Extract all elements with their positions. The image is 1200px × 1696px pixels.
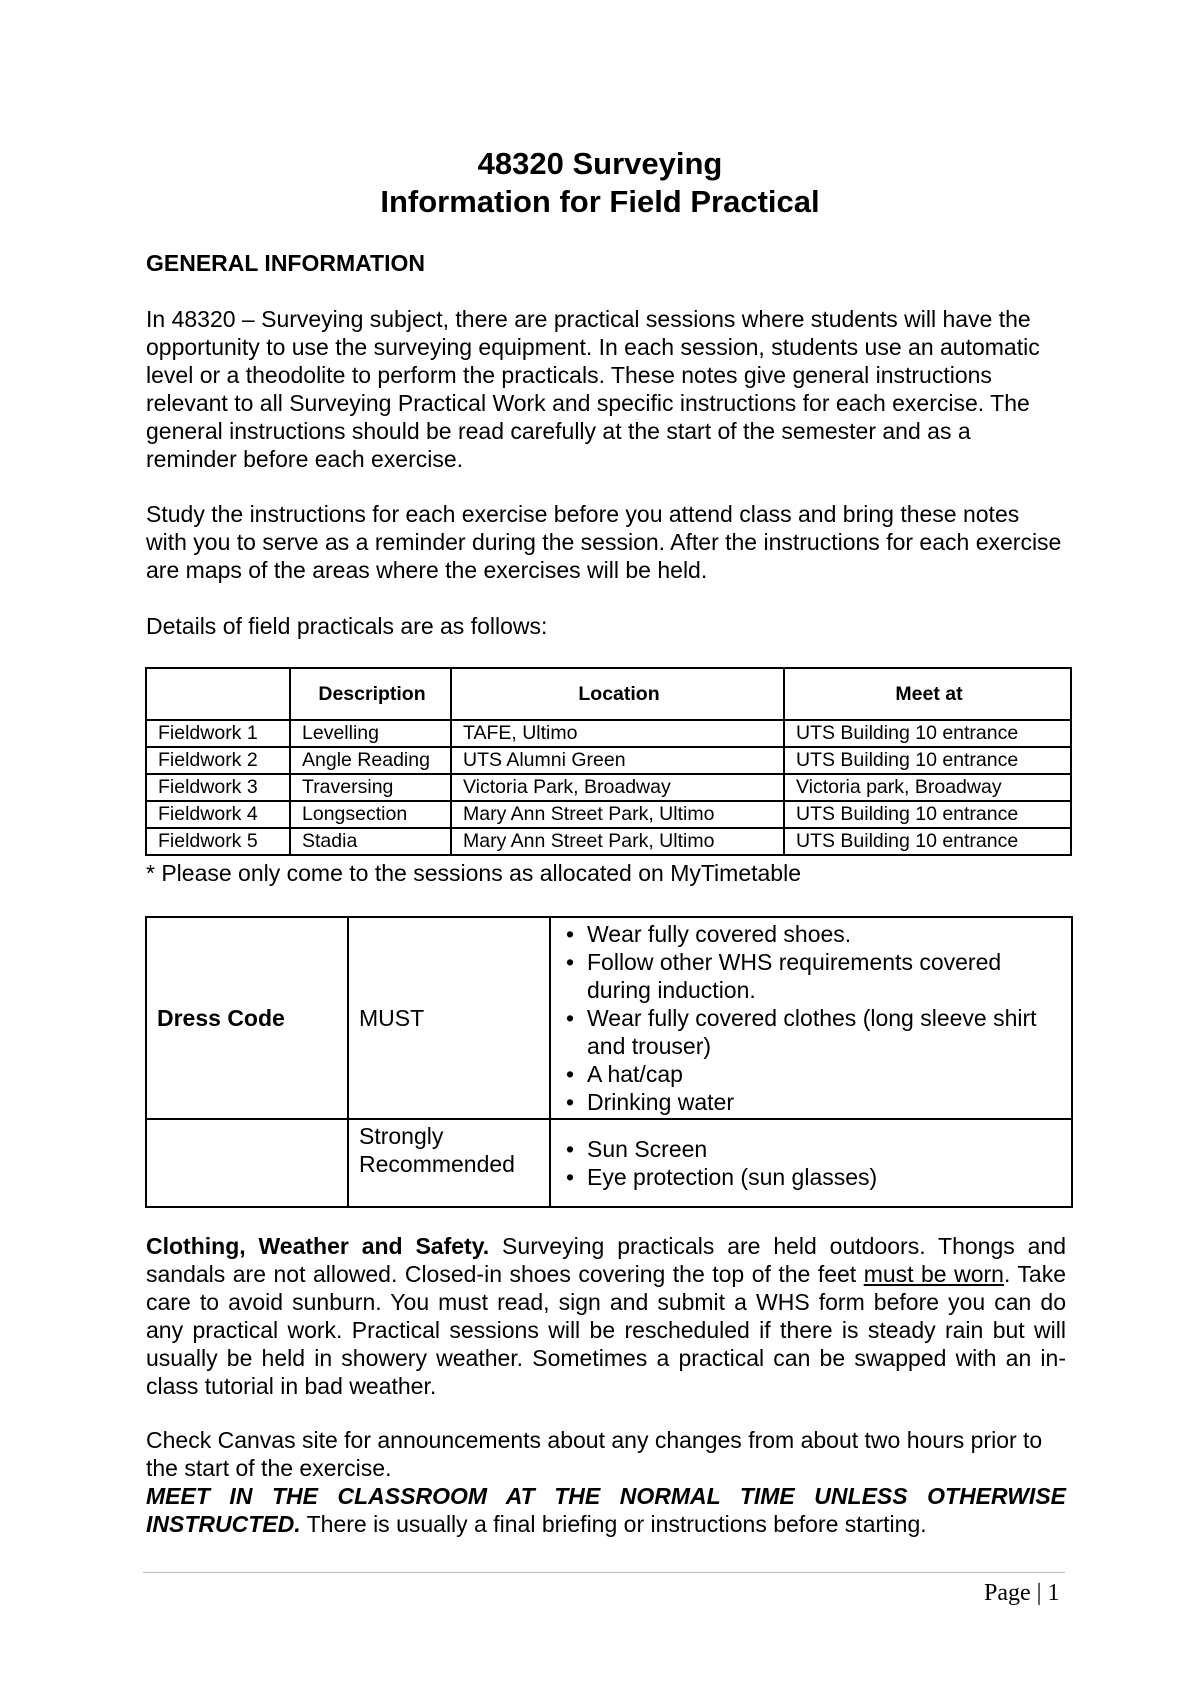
list-item: • Follow other WHS requirements covered during induction. (561, 948, 1061, 1004)
meet-paragraph (146, 1482, 1066, 1538)
table-header-cell (146, 668, 290, 720)
intro-paragraph: In 48320 – Surveying subject, there are practical sessions where students will have the opportunity to use the surveying equipment. In each session, students use an automatic level or a theodolite to perform the practicals. These notes give general instructions relevant to all Surveying Practical Work and specific instructions for each exercise. The general instructions should be read carefully at the start of the semester and as a reminder before each exercise. (146, 306, 1040, 472)
meet-after: There is usually a final briefing or instructions before starting. (300, 1511, 927, 1537)
safety-lead: Clothing, Weather and Safety. (146, 1233, 490, 1259)
table-row (146, 828, 1071, 855)
table-cell: Mary Ann Street Park, Ultimo (451, 828, 784, 855)
table-header-cell: Meet at (784, 668, 1071, 720)
table-cell: Fieldwork 1 (146, 720, 290, 747)
document-subtitle: Information for Field Practical (380, 184, 820, 219)
page-number: Page | 1 (984, 1580, 1060, 1606)
table-cell: UTS Building 10 entrance (784, 720, 1071, 747)
list-item: • Sun Screen (561, 1135, 1061, 1163)
must-list (561, 920, 1061, 1116)
details-paragraph: Details of field practicals are as follows: (146, 613, 548, 639)
table-row (146, 747, 1071, 774)
table-cell: UTS Building 10 entrance (784, 801, 1071, 828)
table-cell: Angle Reading (290, 747, 451, 774)
study-paragraph: Study the instructions for each exercise before you attend class and bring these notes with you to serve as a reminder during the session. After the instructions for each exercise are maps of the areas where the exercises will be held. (146, 501, 1062, 583)
must-items-cell (550, 917, 1072, 1119)
safety-underlined: must be worn (863, 1261, 1004, 1287)
safety-text-b: . Take care to avoid sunburn. You must read, sign and submit a WHS form before you can do any practical work. Practical sessions will be rescheduled if there is steady rain but will usually be held in showery weather. Sometimes a practical can be swapped with an in-class tutorial in bad weather. (146, 1261, 1066, 1399)
table-cell: Mary Ann Street Park, Ultimo (451, 801, 784, 828)
empty-cell (146, 1119, 348, 1207)
recommended-list (561, 1135, 1061, 1191)
meet-emphasis: MEET IN THE CLASSROOM AT THE NORMAL TIME UNLESS OTHERWISE INSTRUCTED. (146, 1483, 1066, 1537)
table-header-cell: Location (451, 668, 784, 720)
table-cell: UTS Building 10 entrance (784, 828, 1071, 855)
table-cell: Fieldwork 2 (146, 747, 290, 774)
table-row (146, 801, 1071, 828)
safety-paragraph (146, 1232, 1066, 1400)
table-row (146, 774, 1071, 801)
footer-divider (143, 1572, 1065, 1573)
table-cell: Stadia (290, 828, 451, 855)
list-item: • A hat/cap (561, 1060, 1061, 1088)
recommended-label: Strongly Recommended (348, 1119, 550, 1207)
table-header-row (146, 668, 1071, 720)
table-cell: TAFE, Ultimo (451, 720, 784, 747)
must-label: MUST (348, 917, 550, 1119)
table-cell: Fieldwork 3 (146, 774, 290, 801)
recommended-items-cell (550, 1119, 1072, 1207)
dress-code-must-row (146, 917, 1072, 1119)
table-cell: Victoria park, Broadway (784, 774, 1071, 801)
safety-text-a: Surveying practicals are held outdoors. Thongs and sandals are not allowed. Closed-in shoes covering the top of the feet (146, 1233, 1066, 1287)
table-cell: Fieldwork 4 (146, 801, 290, 828)
list-item: • Wear fully covered shoes. (561, 920, 1061, 948)
document-title: 48320 Surveying (477, 146, 723, 181)
fieldwork-table (145, 667, 1072, 856)
table-row (146, 720, 1071, 747)
table-cell: Traversing (290, 774, 451, 801)
table-header-cell: Description (290, 668, 451, 720)
table-cell: UTS Alumni Green (451, 747, 784, 774)
table-cell: Levelling (290, 720, 451, 747)
timetable-note: * Please only come to the sessions as allocated on MyTimetable (146, 860, 801, 886)
table-cell: Longsection (290, 801, 451, 828)
table-cell: Victoria Park, Broadway (451, 774, 784, 801)
dress-code-label: Dress Code (146, 917, 348, 1119)
list-item: • Eye protection (sun glasses) (561, 1163, 1061, 1191)
dress-code-table (145, 916, 1073, 1208)
table-cell: Fieldwork 5 (146, 828, 290, 855)
table-cell: UTS Building 10 entrance (784, 747, 1071, 774)
canvas-paragraph: Check Canvas site for announcements about any changes from about two hours prior to the start of the exercise. (146, 1427, 1043, 1481)
list-item: • Wear fully covered clothes (long sleeve shirt and trouser) (561, 1004, 1061, 1060)
list-item: • Drinking water (561, 1088, 1061, 1116)
dress-code-recommended-row (146, 1119, 1072, 1207)
general-information-heading: GENERAL INFORMATION (146, 250, 425, 276)
